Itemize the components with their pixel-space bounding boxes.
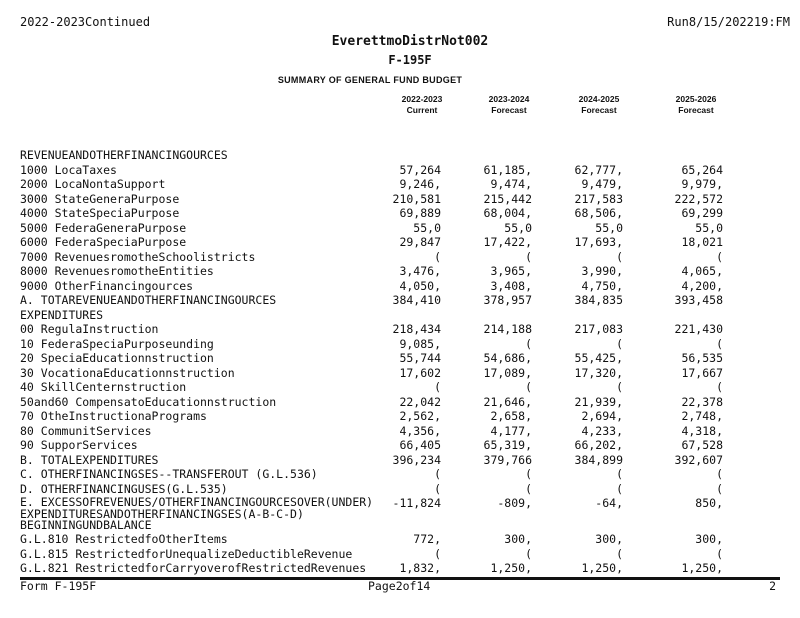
column-year: 2025-2026 (675, 94, 717, 104)
row-value-col-1: -11,824 (392, 496, 441, 510)
table-row (20, 206, 730, 221)
table-row (20, 467, 730, 482)
row-label: 80 CommunitServices (20, 423, 152, 438)
row-value-col-2: 214,188 (483, 322, 532, 336)
row-value-col-3: 4,750, (581, 278, 623, 293)
row-value-col-4: 221,430 (674, 322, 723, 336)
row-value-col-3: 217,083 (574, 322, 623, 336)
row-value-col-1: ( (434, 380, 441, 394)
row-value-col-3: 384,899 (574, 452, 623, 467)
row-value-col-2: 17,422, (483, 235, 532, 249)
row-value-col-3: 217,583 (574, 191, 623, 206)
row-value-col-4: 55,0 (695, 220, 723, 235)
row-value-col-2: ( (525, 249, 532, 264)
row-label: 70 OtheInstructionaPrograms (20, 409, 207, 423)
row-value-col-4: 1,250, (681, 561, 723, 575)
row-value-col-2: ( (525, 481, 532, 496)
row-value-col-1: 3,476, (399, 264, 441, 278)
row-value-col-2: -809, (497, 496, 532, 510)
row-value-col-2: ( (525, 380, 532, 394)
row-value-col-1: 772, (413, 532, 441, 546)
table-row (20, 438, 730, 453)
report-header-left: 2022-2023Continued (20, 15, 151, 29)
table-row (20, 518, 730, 533)
row-label: D. OTHERFINANCINGUSES(G.L.535) (20, 481, 228, 496)
row-value-col-1: 4,356, (399, 423, 441, 438)
row-value-col-4: 2,748, (681, 409, 723, 423)
table-row (20, 547, 730, 562)
row-value-col-2: 21,646, (483, 394, 532, 409)
row-value-col-3: ( (616, 336, 623, 351)
row-value-col-4: ( (716, 481, 723, 496)
table-row (20, 163, 730, 178)
table-row (20, 250, 730, 265)
row-value-col-1: 55,744 (399, 351, 441, 365)
row-value-col-3: 17,320, (574, 365, 623, 380)
row-value-col-1: 396,234 (392, 452, 441, 467)
row-value-col-4: 393,458 (674, 293, 723, 307)
row-value-col-2: 9,474, (490, 177, 532, 191)
row-value-col-4: 69,299 (681, 206, 723, 220)
row-label: A. TOTAREVENUEANDOTHERFINANCINGOURCES (20, 293, 277, 307)
row-label: BEGINNINGUNDBALANCE (20, 517, 152, 532)
row-label: 4000 StateSpeciaPurpose (20, 206, 180, 220)
row-value-col-4: ( (716, 336, 723, 351)
row-value-col-1: 384,410 (392, 293, 441, 307)
row-value-col-2: ( (525, 336, 532, 351)
row-value-col-2: 3,965, (490, 264, 532, 278)
row-value-col-3: 21,939, (574, 394, 623, 409)
row-label: 9000 OtherFinancingources (20, 278, 194, 293)
column-label: Forecast (581, 105, 617, 115)
column-header-2024-2025 (554, 94, 644, 116)
column-header-2025-2026 (651, 94, 741, 116)
row-value-col-3: ( (616, 546, 623, 561)
table-row (20, 366, 730, 381)
row-value-col-3: ( (616, 481, 623, 496)
row-label: 3000 StateGeneraPurpose (20, 191, 180, 206)
row-label: EXPENDITURES (20, 307, 104, 322)
row-label: 2000 LocaNontaSupport (20, 177, 166, 191)
row-label: E. EXCESSOFREVENUES/OTHERFINANCINGOURCESOVER(UNDER) EXPENDITURESANDOTHERFINANCINGSES(A-B-C-D) (20, 495, 374, 521)
row-value-col-3: ( (616, 249, 623, 264)
row-value-col-3: 55,425, (574, 351, 623, 365)
row-label: 10 FederaSpeciaPurposeunding (20, 336, 214, 351)
row-value-col-1: 2,562, (399, 409, 441, 423)
row-value-col-4: 4,065, (681, 264, 723, 278)
row-value-col-1: ( (434, 467, 441, 481)
row-value-col-4: 56,535 (681, 351, 723, 365)
row-value-col-3: ( (616, 380, 623, 394)
row-value-col-4: 18,021 (681, 235, 723, 249)
row-value-col-1: 17,602 (399, 365, 441, 380)
row-value-col-3: 66,202, (574, 438, 623, 452)
row-value-col-4: 850, (695, 496, 723, 510)
row-label: B. TOTALEXPENDITURES (20, 452, 159, 467)
row-value-col-1: 57,264 (399, 162, 441, 177)
row-value-col-3: 1,250, (581, 561, 623, 575)
row-value-col-2: 68,004, (483, 206, 532, 220)
row-value-col-3: 9,479, (581, 177, 623, 191)
row-value-col-3: 300, (595, 532, 623, 546)
row-label: 30 VocationaEducationnstruction (20, 365, 235, 380)
row-value-col-3: 17,693, (574, 235, 623, 249)
row-value-col-3: ( (616, 467, 623, 481)
column-label: Forecast (678, 105, 714, 115)
row-label: REVENUEANDOTHERFINANCINGOURCES (20, 148, 228, 162)
district-title: EverettmoDistrNot002 (331, 34, 489, 49)
row-value-col-1: ( (434, 481, 441, 496)
row-label: 00 RegulaInstruction (20, 322, 159, 336)
table-row (20, 482, 730, 497)
table-row (20, 453, 730, 468)
row-value-col-4: 392,607 (674, 452, 723, 467)
row-value-col-1: 29,847 (399, 235, 441, 249)
table-row (20, 192, 730, 207)
row-label: 20 SpeciaEducationnstruction (20, 351, 214, 365)
row-value-col-1: 210,581 (392, 191, 441, 206)
row-value-col-2: ( (525, 546, 532, 561)
table-row (20, 322, 730, 337)
table-row (20, 177, 730, 192)
row-value-col-2: 54,686, (483, 351, 532, 365)
row-value-col-4: ( (716, 380, 723, 394)
row-value-col-4: ( (716, 249, 723, 264)
column-label: Current (406, 105, 438, 115)
column-year: 2024-2025 (578, 94, 620, 104)
table-row (20, 532, 730, 547)
row-label: 5000 FederaGeneraPurpose (20, 220, 187, 235)
row-value-col-3: 55,0 (595, 220, 623, 235)
row-value-col-2: ( (525, 467, 532, 481)
row-value-col-4: 65,264 (681, 162, 723, 177)
table-row (20, 380, 730, 395)
row-label: 7000 RevenuesromotheSchoolistricts (20, 249, 256, 264)
column-year: 2022-2023 (401, 94, 443, 104)
row-value-col-2: 65,319, (483, 438, 532, 452)
row-value-col-1: 218,434 (392, 322, 441, 336)
table-row (20, 293, 730, 308)
table-row (20, 424, 730, 439)
row-value-col-4: ( (716, 546, 723, 561)
row-value-col-2: 4,177, (490, 423, 532, 438)
column-year: 2023-2024 (488, 94, 530, 104)
row-value-col-4: 4,200, (681, 278, 723, 293)
table-row (20, 148, 730, 163)
row-value-col-2: 300, (504, 532, 532, 546)
row-value-col-2: 1,250, (490, 561, 532, 575)
table-row (20, 409, 730, 424)
row-value-col-1: 66,405 (399, 438, 441, 452)
row-value-col-1: ( (434, 546, 441, 561)
row-label: 50and60 CompensatoEducationnstruction (20, 394, 277, 409)
row-value-col-2: 379,766 (483, 452, 532, 467)
column-label: Forecast (491, 105, 527, 115)
row-value-col-1: 4,050, (399, 278, 441, 293)
row-label: G.L.821 RestrictedforCarryoverofRestrictedRevenues (20, 561, 367, 575)
row-value-col-2: 17,089, (483, 365, 532, 380)
row-value-col-2: 378,957 (483, 293, 532, 307)
row-value-col-4: 17,667 (681, 365, 723, 380)
table-row (20, 561, 730, 576)
footer-page-index: 2 (769, 579, 776, 593)
row-value-col-4: 9,979, (681, 177, 723, 191)
table-row (20, 235, 730, 250)
table-row (20, 264, 730, 279)
row-value-col-2: 61,185, (483, 162, 532, 177)
row-value-col-3: 68,506, (574, 206, 623, 220)
row-value-col-3: 3,990, (581, 264, 623, 278)
row-label: 1000 LocaTaxes (20, 162, 117, 177)
row-value-col-4: 67,528 (681, 438, 723, 452)
table-row (20, 221, 730, 236)
table-row (20, 495, 730, 521)
row-value-col-4: 4,318, (681, 423, 723, 438)
table-row (20, 337, 730, 352)
column-header-2022-2023 (377, 94, 467, 116)
row-value-col-4: 222,572 (674, 191, 723, 206)
row-value-col-3: 384,835 (574, 293, 623, 307)
form-footer: Form F-195F (20, 579, 97, 593)
row-value-col-3: 2,694, (581, 409, 623, 423)
table-row (20, 279, 730, 294)
row-value-col-1: 1,832, (399, 561, 441, 575)
budget-table (20, 148, 730, 576)
row-value-col-1: 9,246, (399, 177, 441, 191)
row-value-col-2: 3,408, (490, 278, 532, 293)
row-value-col-1: 55,0 (413, 220, 441, 235)
row-label: G.L.815 RestrictedforUnequalizeDeductibleRevenue (20, 546, 353, 561)
row-label: G.L.810 RestrictedfoOtherItems (20, 532, 228, 546)
report-run-date: Run8/15/202219:FM (667, 15, 790, 29)
table-row (20, 395, 730, 410)
form-number: F-195F (388, 53, 432, 67)
row-label: 40 SkillCenternstruction (20, 380, 187, 394)
row-label: 90 SupporServices (20, 438, 138, 452)
row-label: 6000 FederaSpeciaPurpose (20, 235, 187, 249)
report-subtitle: SUMMARY OF GENERAL FUND BUDGET (277, 75, 463, 85)
row-value-col-4: 300, (695, 532, 723, 546)
row-value-col-4: ( (716, 467, 723, 481)
row-value-col-1: 22,042 (399, 394, 441, 409)
row-value-col-4: 22,378 (681, 394, 723, 409)
row-value-col-3: -64, (595, 496, 623, 510)
row-value-col-1: 9,085, (399, 336, 441, 351)
row-value-col-1: ( (434, 249, 441, 264)
row-value-col-2: 2,658, (490, 409, 532, 423)
row-value-col-2: 215,442 (483, 191, 532, 206)
row-value-col-3: 62,777, (574, 162, 623, 177)
row-value-col-2: 55,0 (504, 220, 532, 235)
row-value-col-3: 4,233, (581, 423, 623, 438)
row-label: C. OTHERFINANCINGSES--TRANSFEROUT (G.L.536) (20, 467, 318, 481)
row-value-col-1: 69,889 (399, 206, 441, 220)
table-row (20, 351, 730, 366)
row-label: 8000 RevenuesromotheEntities (20, 264, 214, 278)
table-row (20, 308, 730, 323)
column-header-2023-2024 (464, 94, 554, 116)
page-number: Page2of14 (368, 579, 431, 593)
